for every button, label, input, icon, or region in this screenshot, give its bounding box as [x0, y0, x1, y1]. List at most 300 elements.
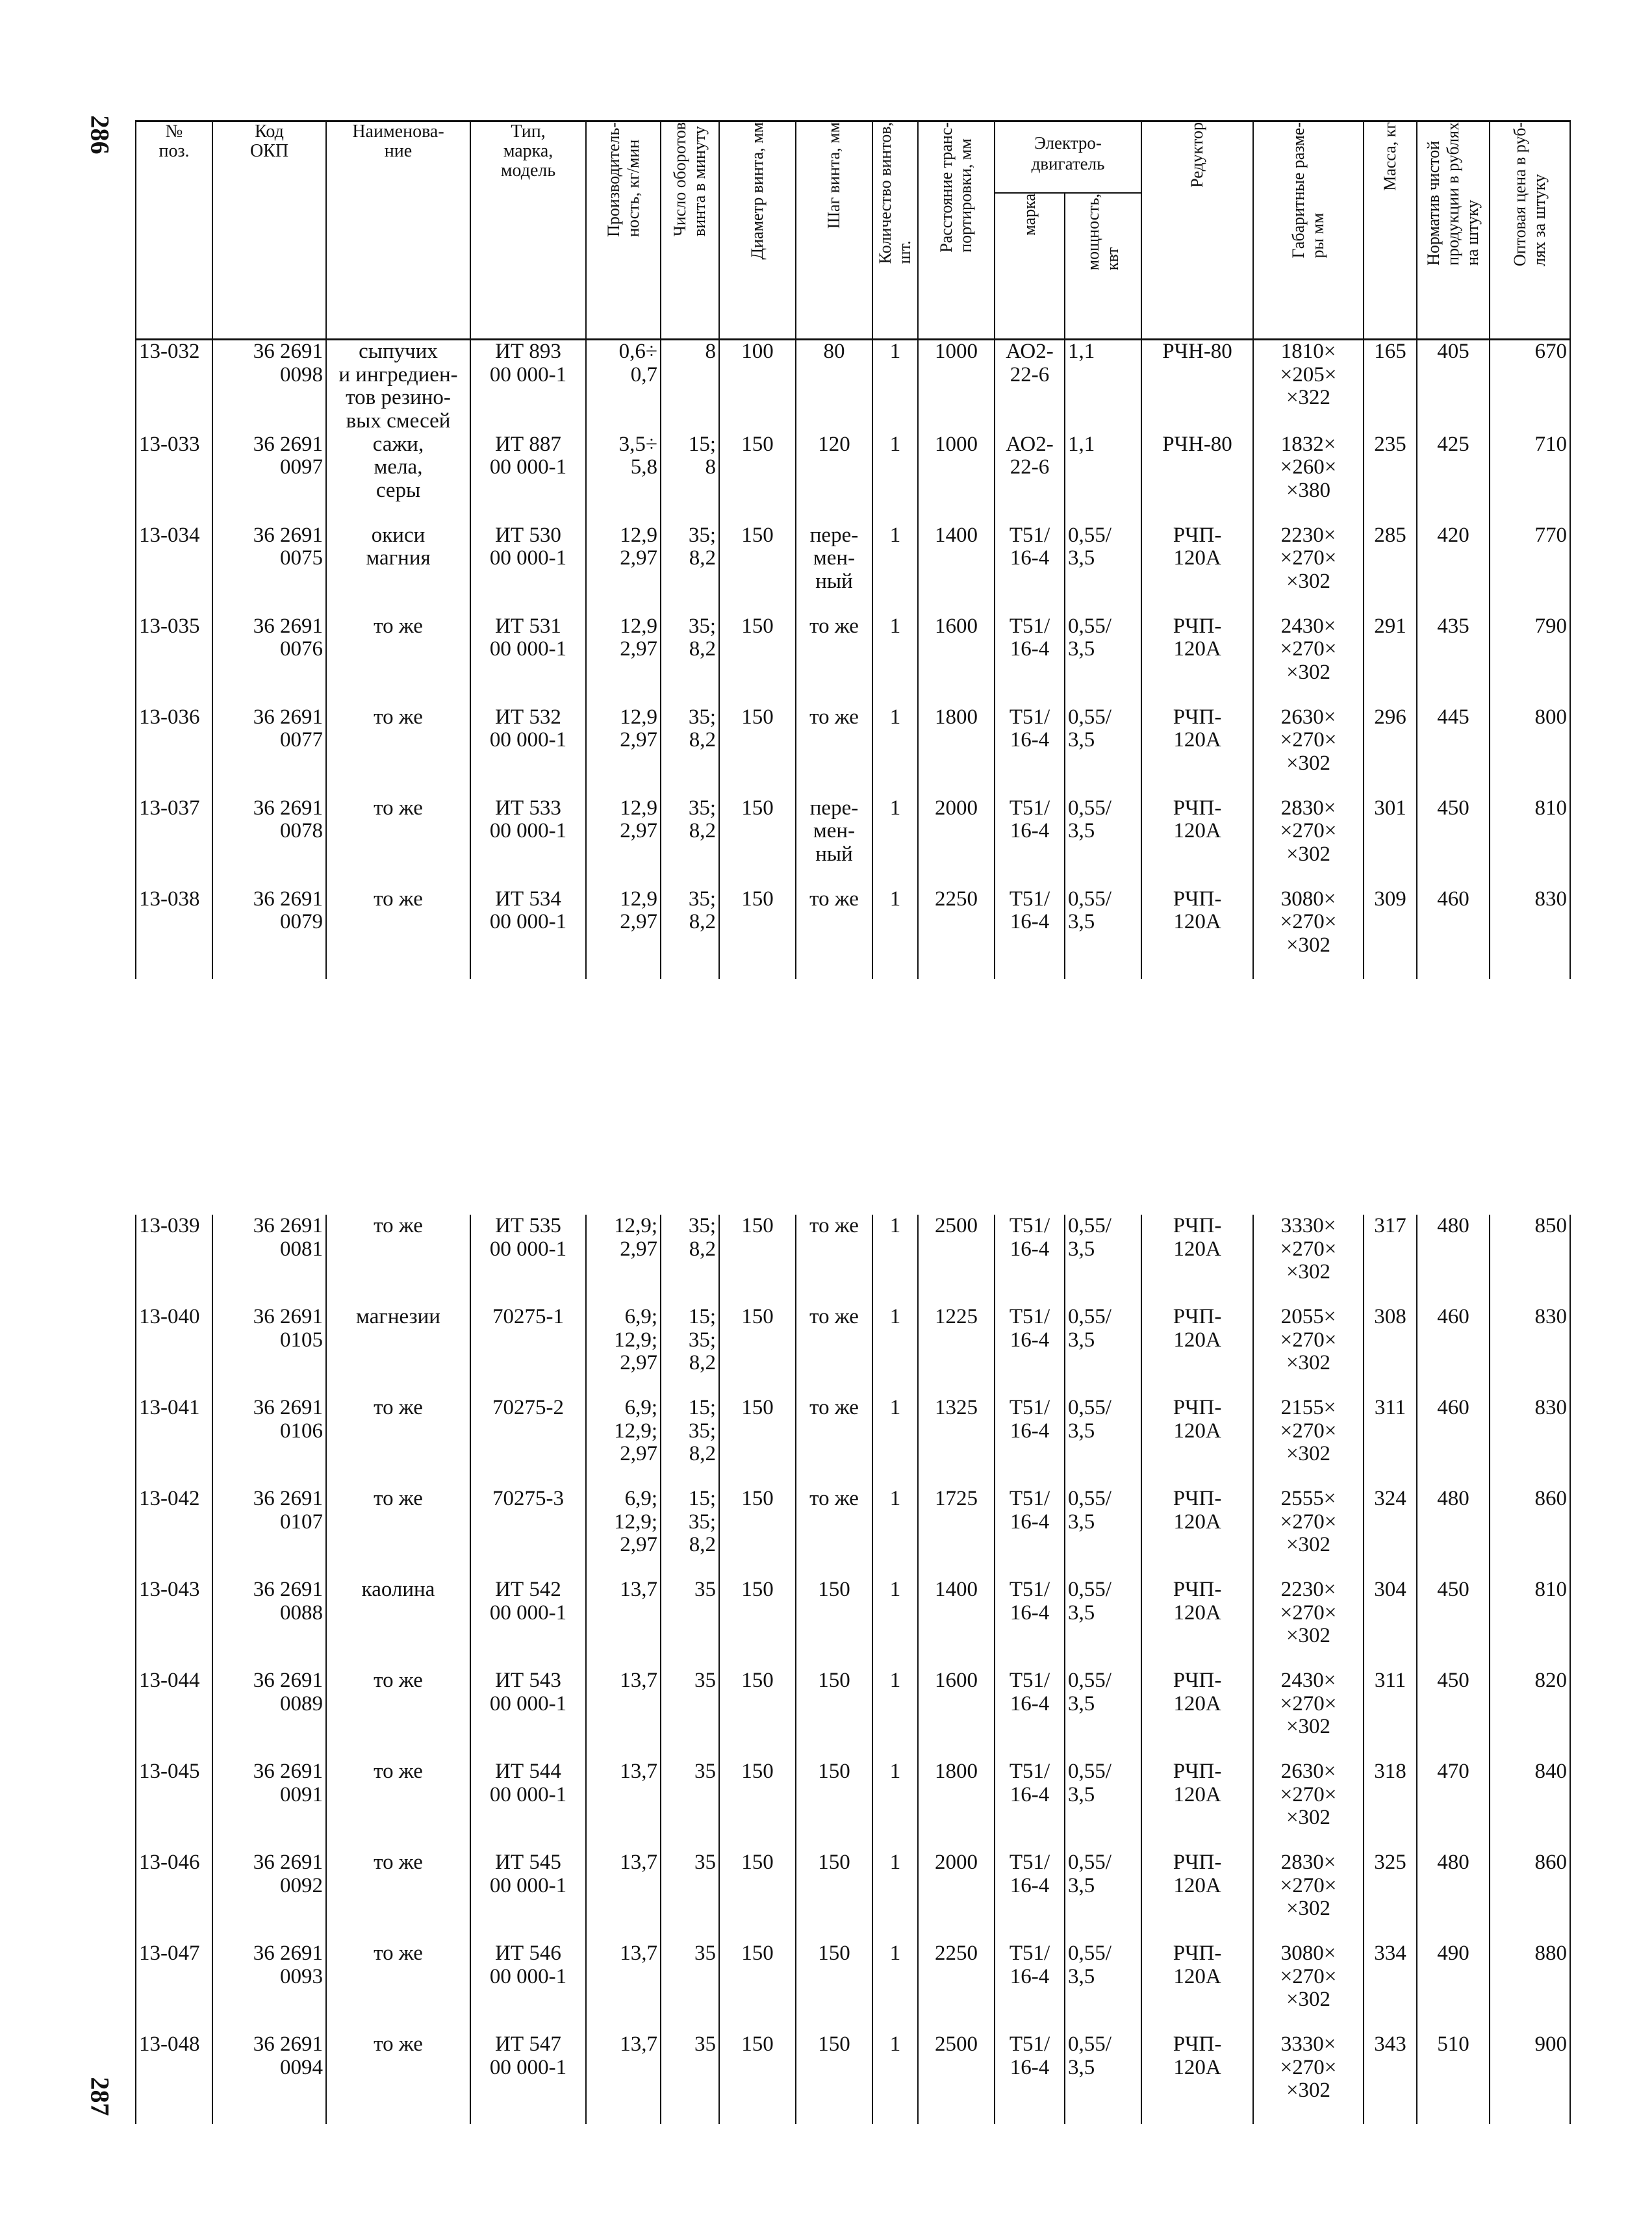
cell-gear: РЧП- 120А	[1141, 1942, 1253, 2033]
header-gearbox: Редуктор	[1141, 121, 1253, 340]
cell-gear: РЧП- 120А	[1141, 1669, 1253, 1760]
cell-mass: 317	[1364, 1215, 1417, 1306]
cell-motor: Т51/ 16-4	[995, 1306, 1065, 1397]
header-productivity: Производитель- ность, кг/мин	[586, 121, 661, 340]
header-dimensions: Габаритные разме- ры мм	[1253, 121, 1364, 340]
cell-code: 36 2691 0107	[212, 1487, 326, 1578]
cell-rpm: 35; 8,2	[661, 888, 719, 979]
cell-rpm: 35	[661, 1760, 719, 1851]
cell-gear: РЧП- 120А	[1141, 706, 1253, 797]
cell-type: ИТ 893 00 000-1	[470, 340, 586, 433]
header-mass: Масса, кг	[1364, 121, 1417, 340]
cell-price: 770	[1490, 524, 1570, 615]
cell-dist: 1600	[918, 615, 995, 706]
cell-dist: 2250	[918, 888, 995, 979]
cell-type: 70275-2	[470, 1397, 586, 1487]
cell-pos: 13-032	[136, 340, 212, 433]
cell-norm: 445	[1417, 706, 1490, 797]
cell-step: то же	[796, 1397, 872, 1487]
cell-qty: 1	[872, 797, 918, 888]
cell-qty: 1	[872, 2033, 918, 2124]
cell-dist: 1000	[918, 340, 995, 433]
cell-mass: 309	[1364, 888, 1417, 979]
cell-motor: Т51/ 16-4	[995, 888, 1065, 979]
table-row	[136, 2033, 1570, 2124]
cell-pos: 13-038	[136, 888, 212, 979]
cell-pos: 13-047	[136, 1942, 212, 2033]
header-pos: № поз.	[136, 121, 212, 340]
cell-step: то же	[796, 1487, 872, 1578]
cell-prod: 13,7	[586, 1760, 661, 1851]
cell-norm: 405	[1417, 340, 1490, 433]
cell-qty: 1	[872, 524, 918, 615]
cell-power: 0,55/ 3,5	[1065, 1578, 1141, 1669]
cell-prod: 12,9 2,97	[586, 615, 661, 706]
cell-step: то же	[796, 706, 872, 797]
cell-dim: 2155× ×270× ×302	[1253, 1397, 1364, 1487]
cell-norm: 480	[1417, 1487, 1490, 1578]
table-row	[136, 1306, 1570, 1397]
cell-rpm: 35; 8,2	[661, 524, 719, 615]
cell-motor: Т51/ 16-4	[995, 615, 1065, 706]
cell-motor: АО2- 22-6	[995, 340, 1065, 433]
cell-qty: 1	[872, 1215, 918, 1306]
cell-dia: 150	[719, 433, 796, 524]
header-name: Наименова- ние	[326, 121, 470, 340]
cell-step: 150	[796, 2033, 872, 2124]
table-row	[136, 340, 1570, 433]
cell-dist: 2250	[918, 1942, 995, 2033]
table-row	[136, 1397, 1570, 1487]
cell-mass: 311	[1364, 1397, 1417, 1487]
cell-gear: РЧП- 120А	[1141, 888, 1253, 979]
cell-dist: 2500	[918, 2033, 995, 2124]
cell-price: 830	[1490, 888, 1570, 979]
cell-gear: РЧП- 120А	[1141, 1760, 1253, 1851]
cell-gear: РЧП- 120А	[1141, 1215, 1253, 1306]
cell-name: то же	[326, 1669, 470, 1760]
cell-step: пере- мен- ный	[796, 797, 872, 888]
cell-dia: 150	[719, 524, 796, 615]
cell-dia: 150	[719, 797, 796, 888]
cell-motor: Т51/ 16-4	[995, 2033, 1065, 2124]
cell-price: 820	[1490, 1669, 1570, 1760]
cell-step: то же	[796, 1306, 872, 1397]
cell-prod: 12,9 2,97	[586, 797, 661, 888]
cell-dim: 2055× ×270× ×302	[1253, 1306, 1364, 1397]
cell-name: то же	[326, 797, 470, 888]
cell-dim: 2430× ×270× ×302	[1253, 615, 1364, 706]
table-row	[136, 1669, 1570, 1760]
cell-prod: 13,7	[586, 2033, 661, 2124]
cell-norm: 460	[1417, 1306, 1490, 1397]
cell-dist: 1400	[918, 1578, 995, 1669]
header-motor-group: Электро- двигатель	[995, 121, 1141, 193]
equipment-table-top	[135, 120, 1571, 979]
cell-power: 0,55/ 3,5	[1065, 1487, 1141, 1578]
cell-step: 120	[796, 433, 872, 524]
cell-step: 150	[796, 1760, 872, 1851]
cell-gear: РЧП- 120А	[1141, 1487, 1253, 1578]
cell-dim: 2830× ×270× ×302	[1253, 797, 1364, 888]
cell-qty: 1	[872, 1760, 918, 1851]
cell-qty: 1	[872, 1578, 918, 1669]
header-diameter: Диаметр винта, мм	[719, 121, 796, 340]
cell-name: то же	[326, 1942, 470, 2033]
cell-norm: 510	[1417, 2033, 1490, 2124]
cell-code: 36 2691 0091	[212, 1760, 326, 1851]
cell-price: 830	[1490, 1306, 1570, 1397]
cell-qty: 1	[872, 1397, 918, 1487]
cell-mass: 311	[1364, 1669, 1417, 1760]
table-row	[136, 1942, 1570, 2033]
cell-prod: 13,7	[586, 1942, 661, 2033]
table-row	[136, 1215, 1570, 1306]
cell-norm: 450	[1417, 1669, 1490, 1760]
cell-rpm: 35; 8,2	[661, 797, 719, 888]
table-row	[136, 615, 1570, 706]
cell-dim: 2830× ×270× ×302	[1253, 1851, 1364, 1942]
cell-type: ИТ 546 00 000-1	[470, 1942, 586, 2033]
header-motor-brand: марка	[995, 193, 1065, 340]
cell-power: 0,55/ 3,5	[1065, 615, 1141, 706]
cell-power: 0,55/ 3,5	[1065, 1215, 1141, 1306]
cell-norm: 420	[1417, 524, 1490, 615]
cell-type: 70275-3	[470, 1487, 586, 1578]
cell-type: ИТ 543 00 000-1	[470, 1669, 586, 1760]
cell-price: 790	[1490, 615, 1570, 706]
cell-pos: 13-045	[136, 1760, 212, 1851]
cell-motor: Т51/ 16-4	[995, 1215, 1065, 1306]
cell-rpm: 35	[661, 1851, 719, 1942]
cell-type: ИТ 887 00 000-1	[470, 433, 586, 524]
cell-name: то же	[326, 1487, 470, 1578]
cell-dim: 3080× ×270× ×302	[1253, 888, 1364, 979]
cell-dim: 2630× ×270× ×302	[1253, 1760, 1364, 1851]
cell-norm: 480	[1417, 1851, 1490, 1942]
cell-mass: 296	[1364, 706, 1417, 797]
table-row	[136, 1851, 1570, 1942]
cell-qty: 1	[872, 706, 918, 797]
header-distance: Расстояние транс- портировки, мм	[918, 121, 995, 340]
cell-prod: 12,9 2,97	[586, 524, 661, 615]
cell-motor: Т51/ 16-4	[995, 797, 1065, 888]
cell-gear: РЧП- 120А	[1141, 1397, 1253, 1487]
cell-pos: 13-040	[136, 1306, 212, 1397]
cell-type: ИТ 535 00 000-1	[470, 1215, 586, 1306]
cell-qty: 1	[872, 1306, 918, 1397]
cell-type: ИТ 533 00 000-1	[470, 797, 586, 888]
cell-motor: Т51/ 16-4	[995, 1487, 1065, 1578]
cell-dist: 2000	[918, 797, 995, 888]
cell-code: 36 2691 0076	[212, 615, 326, 706]
header-norm: Норматив чистой продукции в рублях на штуку	[1417, 121, 1490, 340]
cell-prod: 3,5÷ 5,8	[586, 433, 661, 524]
cell-motor: Т51/ 16-4	[995, 706, 1065, 797]
cell-dia: 150	[719, 1760, 796, 1851]
cell-dist: 1000	[918, 433, 995, 524]
cell-price: 810	[1490, 797, 1570, 888]
cell-pos: 13-033	[136, 433, 212, 524]
cell-dia: 150	[719, 1942, 796, 2033]
cell-power: 0,55/ 3,5	[1065, 1306, 1141, 1397]
cell-dia: 150	[719, 1397, 796, 1487]
cell-name: то же	[326, 888, 470, 979]
header-rpm: Число оборотов винта в минуту	[661, 121, 719, 340]
cell-dim: 3080× ×270× ×302	[1253, 1942, 1364, 2033]
cell-price: 800	[1490, 706, 1570, 797]
cell-code: 36 2691 0088	[212, 1578, 326, 1669]
cell-step: 80	[796, 340, 872, 433]
cell-rpm: 35; 8,2	[661, 615, 719, 706]
cell-type: ИТ 544 00 000-1	[470, 1760, 586, 1851]
table-row	[136, 888, 1570, 979]
cell-code: 36 2691 0106	[212, 1397, 326, 1487]
cell-code: 36 2691 0097	[212, 433, 326, 524]
cell-qty: 1	[872, 1487, 918, 1578]
cell-name: то же	[326, 1851, 470, 1942]
cell-dia: 150	[719, 1669, 796, 1760]
cell-gear: РЧП- 120А	[1141, 1306, 1253, 1397]
cell-name: сыпучих и ингредиен- тов резино- вых смесей	[326, 340, 470, 433]
cell-rpm: 35	[661, 1669, 719, 1760]
cell-dist: 1325	[918, 1397, 995, 1487]
cell-gear: РЧН-80	[1141, 340, 1253, 433]
cell-motor: Т51/ 16-4	[995, 1578, 1065, 1669]
cell-prod: 13,7	[586, 1669, 661, 1760]
cell-qty: 1	[872, 340, 918, 433]
cell-mass: 165	[1364, 340, 1417, 433]
table-row	[136, 524, 1570, 615]
cell-power: 0,55/ 3,5	[1065, 1760, 1141, 1851]
equipment-table-bottom	[135, 1215, 1571, 2124]
header-motor-power: мощность, квт	[1065, 193, 1141, 340]
cell-norm: 470	[1417, 1760, 1490, 1851]
cell-dia: 150	[719, 706, 796, 797]
cell-type: ИТ 531 00 000-1	[470, 615, 586, 706]
cell-power: 1,1	[1065, 433, 1141, 524]
cell-type: 70275-1	[470, 1306, 586, 1397]
cell-pos: 13-039	[136, 1215, 212, 1306]
cell-dim: 1832× ×260× ×380	[1253, 433, 1364, 524]
cell-qty: 1	[872, 888, 918, 979]
cell-step: то же	[796, 615, 872, 706]
cell-price: 710	[1490, 433, 1570, 524]
cell-name: то же	[326, 2033, 470, 2124]
cell-dist: 1800	[918, 1760, 995, 1851]
cell-gear: РЧП- 120А	[1141, 1578, 1253, 1669]
cell-qty: 1	[872, 1942, 918, 2033]
cell-motor: Т51/ 16-4	[995, 1760, 1065, 1851]
table-row	[136, 433, 1570, 524]
cell-price: 880	[1490, 1942, 1570, 2033]
cell-price: 810	[1490, 1578, 1570, 1669]
cell-type: ИТ 542 00 000-1	[470, 1578, 586, 1669]
cell-pos: 13-042	[136, 1487, 212, 1578]
cell-prod: 13,7	[586, 1851, 661, 1942]
cell-power: 0,55/ 3,5	[1065, 797, 1141, 888]
cell-gear: РЧП- 120А	[1141, 524, 1253, 615]
cell-mass: 301	[1364, 797, 1417, 888]
cell-dia: 150	[719, 1215, 796, 1306]
cell-dim: 3330× ×270× ×302	[1253, 1215, 1364, 1306]
cell-mass: 334	[1364, 1942, 1417, 2033]
cell-qty: 1	[872, 615, 918, 706]
cell-name: каолина	[326, 1578, 470, 1669]
cell-mass: 318	[1364, 1760, 1417, 1851]
cell-gear: РЧН-80	[1141, 433, 1253, 524]
cell-power: 0,55/ 3,5	[1065, 1942, 1141, 2033]
cell-dist: 2500	[918, 1215, 995, 1306]
cell-norm: 460	[1417, 888, 1490, 979]
cell-price: 850	[1490, 1215, 1570, 1306]
cell-step: то же	[796, 888, 872, 979]
header-type: Тип, марка, модель	[470, 121, 586, 340]
cell-mass: 324	[1364, 1487, 1417, 1578]
cell-code: 36 2691 0075	[212, 524, 326, 615]
cell-norm: 480	[1417, 1215, 1490, 1306]
cell-dist: 1225	[918, 1306, 995, 1397]
cell-pos: 13-037	[136, 797, 212, 888]
cell-pos: 13-034	[136, 524, 212, 615]
cell-power: 0,55/ 3,5	[1065, 524, 1141, 615]
cell-prod: 12,9 2,97	[586, 888, 661, 979]
cell-norm: 435	[1417, 615, 1490, 706]
cell-qty: 1	[872, 433, 918, 524]
cell-dim: 2230× ×270× ×302	[1253, 524, 1364, 615]
cell-price: 830	[1490, 1397, 1570, 1487]
cell-name: то же	[326, 706, 470, 797]
cell-dia: 150	[719, 1306, 796, 1397]
cell-type: ИТ 547 00 000-1	[470, 2033, 586, 2124]
cell-step: 150	[796, 1578, 872, 1669]
header-code: Код ОКП	[212, 121, 326, 340]
cell-type: ИТ 545 00 000-1	[470, 1851, 586, 1942]
cell-code: 36 2691 0077	[212, 706, 326, 797]
cell-norm: 490	[1417, 1942, 1490, 2033]
cell-rpm: 15; 8	[661, 433, 719, 524]
header-step: Шаг винта, мм	[796, 121, 872, 340]
cell-price: 900	[1490, 2033, 1570, 2124]
cell-prod: 6,9; 12,9; 2,97	[586, 1306, 661, 1397]
cell-dist: 1400	[918, 524, 995, 615]
cell-code: 36 2691 0098	[212, 340, 326, 433]
cell-dia: 150	[719, 888, 796, 979]
page-number-top: 286	[85, 115, 115, 155]
cell-pos: 13-046	[136, 1851, 212, 1942]
cell-step: то же	[796, 1215, 872, 1306]
cell-rpm: 35	[661, 2033, 719, 2124]
header-screw-count: Количество винтов, шт.	[872, 121, 918, 340]
cell-pos: 13-035	[136, 615, 212, 706]
cell-prod: 12,9 2,97	[586, 706, 661, 797]
cell-dist: 1725	[918, 1487, 995, 1578]
cell-mass: 343	[1364, 2033, 1417, 2124]
cell-pos: 13-041	[136, 1397, 212, 1487]
cell-dist: 1600	[918, 1669, 995, 1760]
cell-power: 0,55/ 3,5	[1065, 888, 1141, 979]
cell-pos: 13-044	[136, 1669, 212, 1760]
cell-mass: 291	[1364, 615, 1417, 706]
cell-pos: 13-036	[136, 706, 212, 797]
cell-gear: РЧП- 120А	[1141, 2033, 1253, 2124]
cell-mass: 308	[1364, 1306, 1417, 1397]
cell-motor: Т51/ 16-4	[995, 1669, 1065, 1760]
cell-pos: 13-043	[136, 1578, 212, 1669]
page-number-bottom: 287	[85, 2077, 115, 2116]
cell-mass: 304	[1364, 1578, 1417, 1669]
cell-dim: 2630× ×270× ×302	[1253, 706, 1364, 797]
cell-code: 36 2691 0079	[212, 888, 326, 979]
cell-power: 0,55/ 3,5	[1065, 1397, 1141, 1487]
header-price: Оптовая цена в руб- лях за штуку	[1490, 121, 1570, 340]
cell-motor: Т51/ 16-4	[995, 1851, 1065, 1942]
cell-rpm: 35; 8,2	[661, 706, 719, 797]
cell-dist: 2000	[918, 1851, 995, 1942]
cell-qty: 1	[872, 1851, 918, 1942]
cell-rpm: 8	[661, 340, 719, 433]
cell-price: 840	[1490, 1760, 1570, 1851]
cell-dim: 2430× ×270× ×302	[1253, 1669, 1364, 1760]
cell-step: пере- мен- ный	[796, 524, 872, 615]
cell-dia: 150	[719, 1578, 796, 1669]
cell-norm: 460	[1417, 1397, 1490, 1487]
table-row	[136, 797, 1570, 888]
cell-power: 0,55/ 3,5	[1065, 1851, 1141, 1942]
cell-rpm: 35	[661, 1942, 719, 2033]
cell-power: 0,55/ 3,5	[1065, 706, 1141, 797]
cell-code: 36 2691 0081	[212, 1215, 326, 1306]
cell-mass: 285	[1364, 524, 1417, 615]
cell-name: магнезии	[326, 1306, 470, 1397]
cell-rpm: 35; 8,2	[661, 1215, 719, 1306]
cell-qty: 1	[872, 1669, 918, 1760]
cell-name: сажи, мела, серы	[326, 433, 470, 524]
cell-dia: 150	[719, 615, 796, 706]
cell-power: 0,55/ 3,5	[1065, 2033, 1141, 2124]
cell-prod: 12,9; 2,97	[586, 1215, 661, 1306]
cell-code: 36 2691 0093	[212, 1942, 326, 2033]
cell-dim: 3330× ×270× ×302	[1253, 2033, 1364, 2124]
cell-motor: Т51/ 16-4	[995, 1397, 1065, 1487]
cell-norm: 425	[1417, 433, 1490, 524]
cell-name: то же	[326, 615, 470, 706]
cell-dim: 2555× ×270× ×302	[1253, 1487, 1364, 1578]
cell-step: 150	[796, 1942, 872, 2033]
cell-rpm: 15; 35; 8,2	[661, 1397, 719, 1487]
cell-dia: 100	[719, 340, 796, 433]
cell-motor: Т51/ 16-4	[995, 1942, 1065, 2033]
cell-power: 1,1	[1065, 340, 1141, 433]
cell-motor: Т51/ 16-4	[995, 524, 1065, 615]
cell-dim: 2230× ×270× ×302	[1253, 1578, 1364, 1669]
cell-motor: АО2- 22-6	[995, 433, 1065, 524]
cell-name: окиси магния	[326, 524, 470, 615]
cell-gear: РЧП- 120А	[1141, 797, 1253, 888]
cell-type: ИТ 534 00 000-1	[470, 888, 586, 979]
cell-prod: 6,9; 12,9; 2,97	[586, 1487, 661, 1578]
cell-code: 36 2691 0092	[212, 1851, 326, 1942]
table-row	[136, 1578, 1570, 1669]
cell-mass: 235	[1364, 433, 1417, 524]
cell-dia: 150	[719, 2033, 796, 2124]
cell-prod: 13,7	[586, 1578, 661, 1669]
cell-code: 36 2691 0089	[212, 1669, 326, 1760]
cell-gear: РЧП- 120А	[1141, 615, 1253, 706]
cell-dim: 1810× ×205× ×322	[1253, 340, 1364, 433]
cell-price: 860	[1490, 1851, 1570, 1942]
cell-code: 36 2691 0094	[212, 2033, 326, 2124]
